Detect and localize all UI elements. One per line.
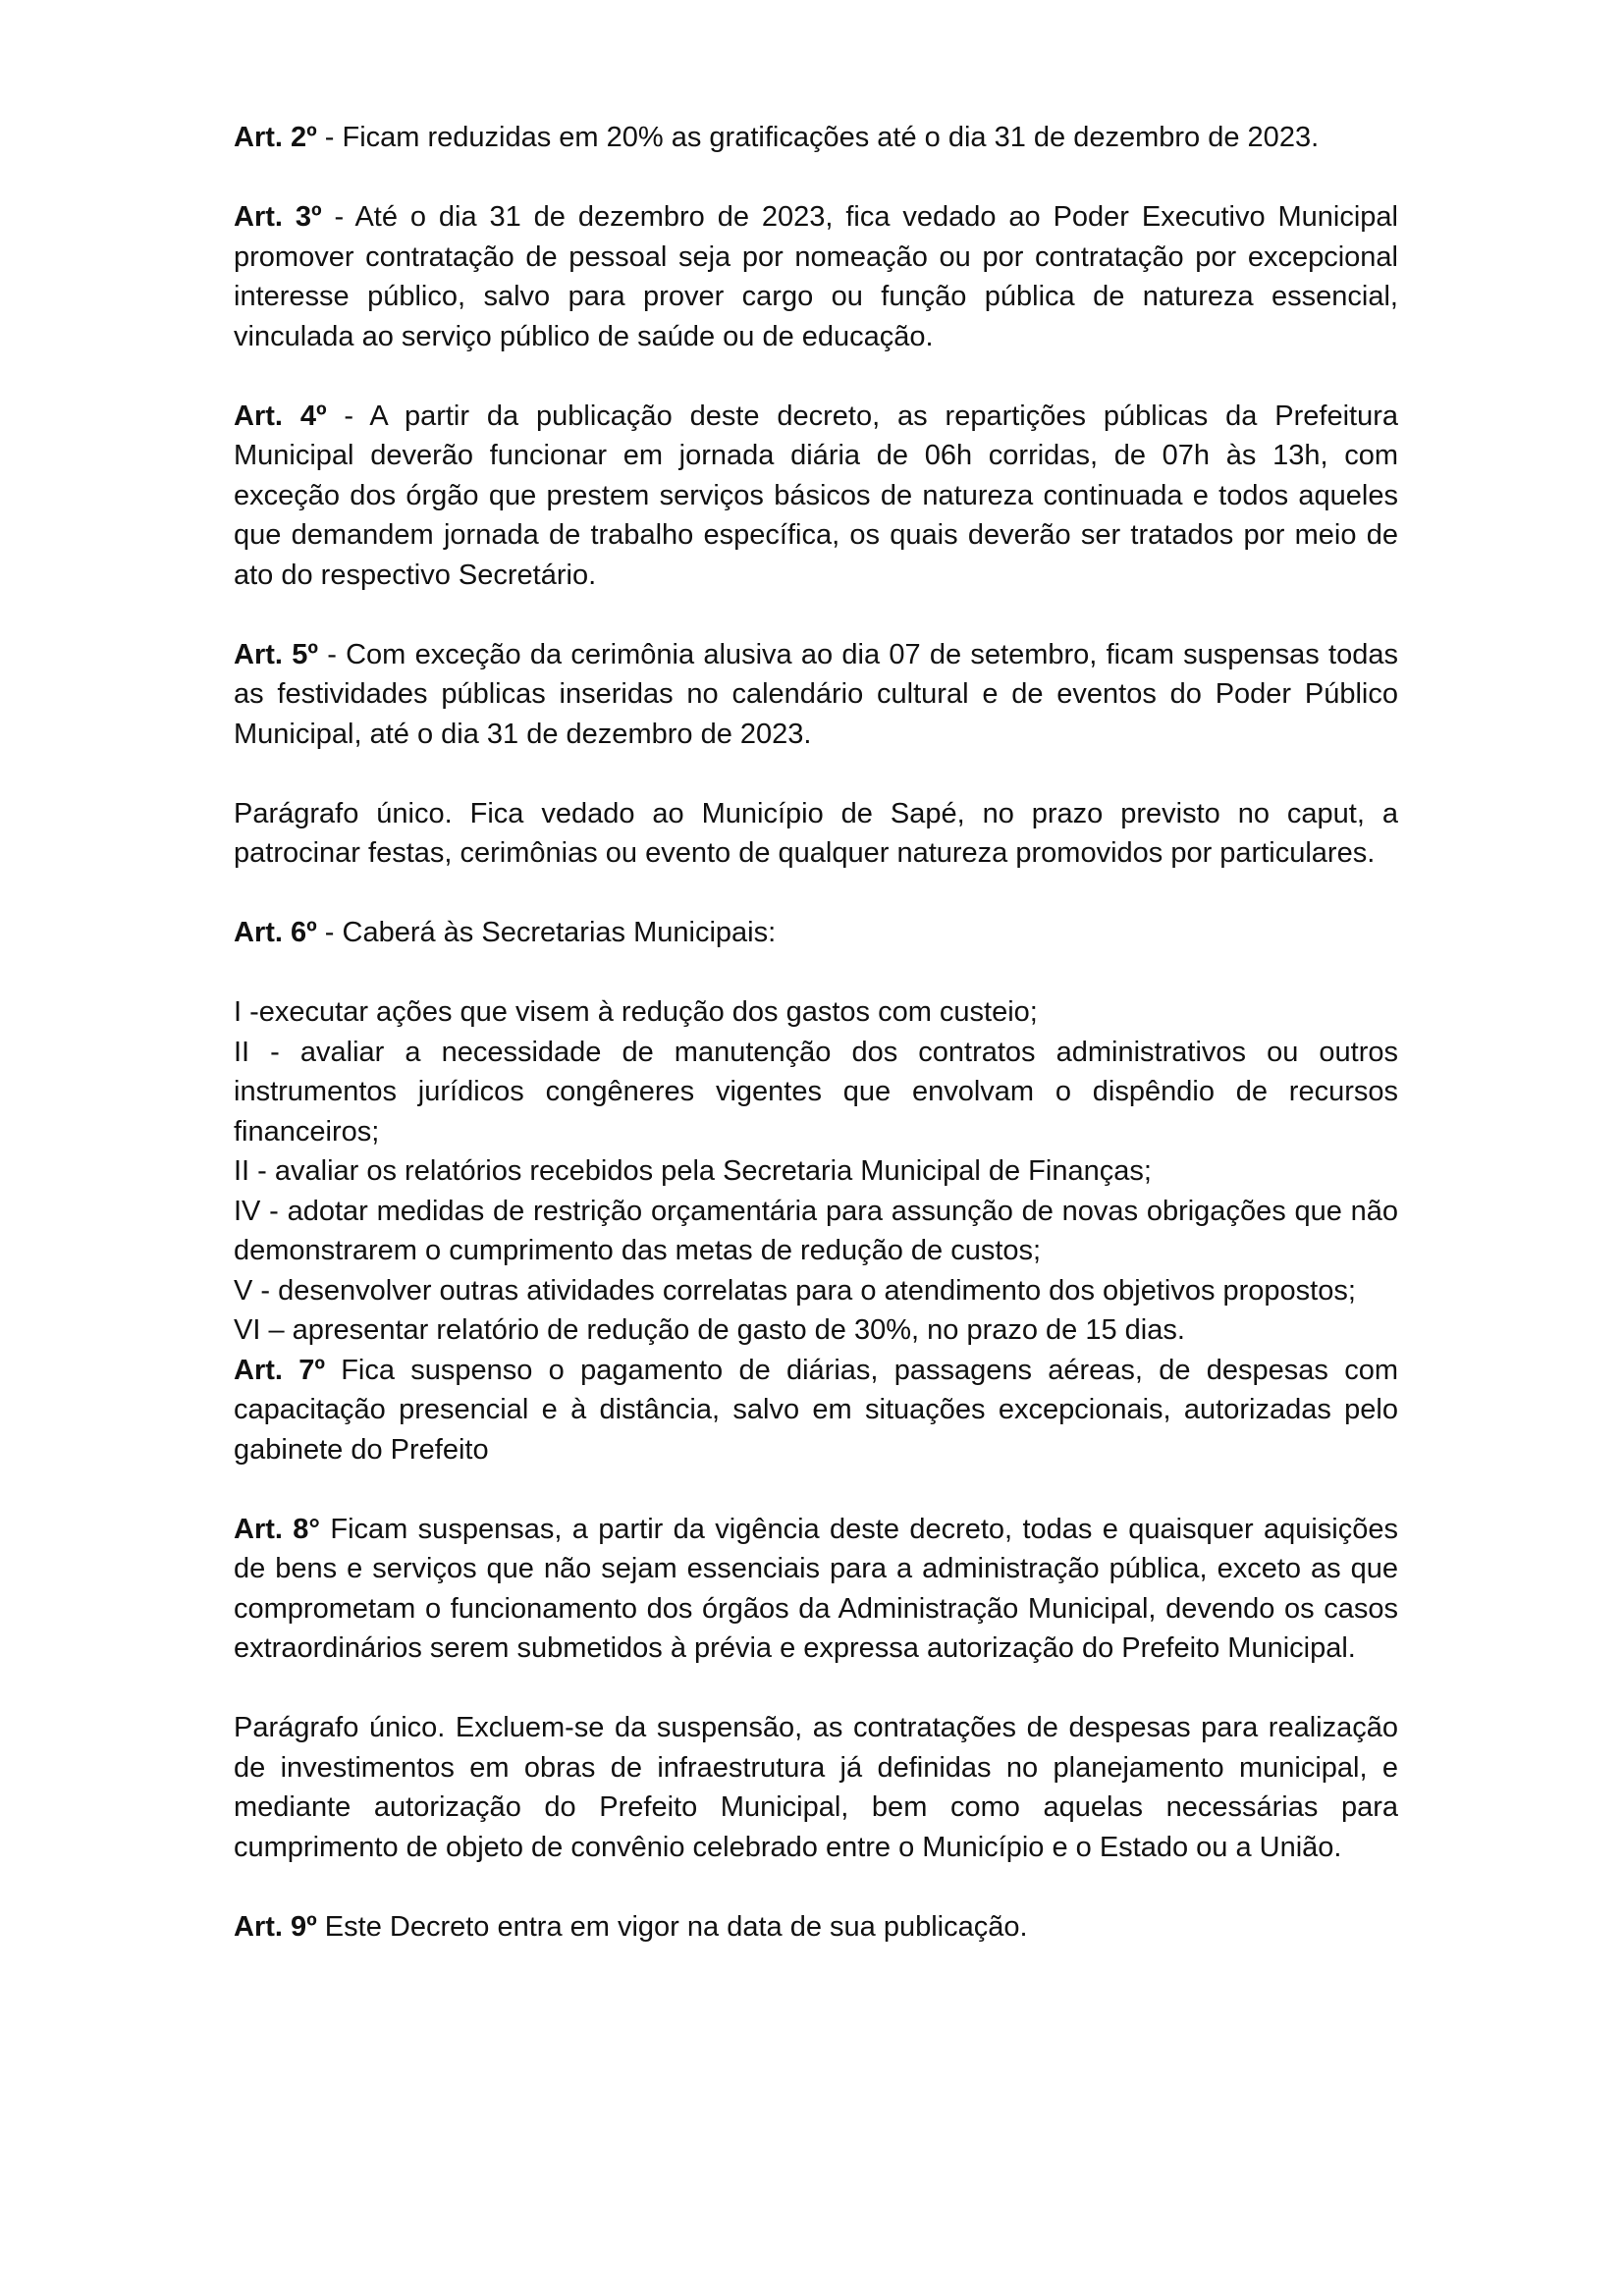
article-5-text: - Com exceção da cerimônia alusiva ao dia 07 de setembro, ficam suspensas todas as festividades públicas inseridas no calendário cultural e de eventos do Poder Público Municipal, até o dia 31 de dezembro de 2023. — [234, 638, 1398, 750]
article-9-label: Art. 9º — [234, 1910, 317, 1943]
article-5-label: Art. 5º — [234, 638, 318, 670]
article-7-text: Fica suspenso o pagamento de diárias, passagens aéreas, de despesas com capacitação presencial e à distância, salvo em situações excepcionais, autorizadas pelo gabinete do Prefeito — [234, 1354, 1398, 1466]
article-6-item: II - avaliar a necessidade de manutenção dos contratos administrativos ou outros instrumentos jurídicos congêneres vigentes que envolvam o dispêndio de recursos financeiros; — [234, 1036, 1398, 1148]
article-4-label: Art. 4º — [234, 400, 327, 432]
article-3-text: - Até o dia 31 de dezembro de 2023, fica vedado ao Poder Executivo Municipal promover contratação de pessoal seja por nomeação ou por contratação por excepcional interesse público, salvo para prover cargo ou função pública de natureza essencial, vinculada ao serviço público de saúde ou de educação. — [234, 201, 1398, 352]
article-4 — [234, 397, 1398, 596]
decree-page — [234, 118, 1398, 1987]
article-3 — [234, 197, 1398, 356]
article-6-item: I -executar ações que visem à redução dos gastos com custeio; — [234, 996, 1038, 1028]
article-5 — [234, 635, 1398, 755]
article-6-label: Art. 6º — [234, 917, 317, 948]
article-6-item: V - desenvolver outras atividades correlatas para o atendimento dos objetivos propostos; — [234, 1274, 1356, 1307]
article-8-sole-paragraph: Parágrafo único. Excluem-se da suspensão, as contratações de despesas para realização de investimentos em obras de infraestrutura já definidas no planejamento municipal, e mediante autorização do Prefeito Municipal, bem como aquelas necessárias para cumprimento de objeto de convênio celebrado entre o Município e o Estado ou a União. — [234, 1712, 1398, 1863]
article-6-item: VI – apresentar relatório de redução de gasto de 30%, no prazo de 15 dias. — [234, 1314, 1185, 1346]
article-9 — [234, 1907, 1398, 1948]
article-6-item: II - avaliar os relatórios recebidos pela Secretaria Municipal de Finanças; — [234, 1155, 1152, 1187]
article-7 — [234, 1351, 1398, 1470]
article-6 — [234, 913, 1398, 953]
article-2 — [234, 118, 1398, 158]
article-4-text: - A partir da publicação deste decreto, as repartições públicas da Prefeitura Municipal deverão funcionar em jornada diária de 06h corridas, de 07h às 13h, com exceção dos órgão que prestem serviços básicos de natureza continuada e todos aqueles que demandem jornada de trabalho específica, os quais deverão ser tratados por meio de ato do respectivo Secretário. — [234, 400, 1398, 591]
article-8-text: Ficam suspensas, a partir da vigência deste decreto, todas e quaisquer aquisições de bens e serviços que não sejam essenciais para a administração pública, exceto as que comprometam o funcionamento dos órgãos da Administração Municipal, devendo os casos extraordinários serem submetidos à prévia e expressa autorização do Prefeito Municipal. — [234, 1513, 1398, 1664]
article-6-item-list — [234, 992, 1398, 1351]
article-5-sole-paragraph: Parágrafo único. Fica vedado ao Município de Sapé, no prazo previsto no caput, a patrocinar festas, cerimônias ou evento de qualquer natureza promovidos por particulares. — [234, 797, 1398, 869]
article-3-label: Art. 3º — [234, 201, 322, 233]
article-7-label: Art. 7º — [234, 1354, 325, 1386]
article-6-text: - Caberá às Secretarias Municipais: — [316, 917, 777, 948]
article-2-label: Art. 2º — [234, 122, 317, 153]
article-2-text: - Ficam reduzidas em 20% as gratificações até o dia 31 de dezembro de 2023. — [316, 122, 1320, 153]
article-9-text: Este Decreto entra em vigor na data de sua publicação. — [316, 1910, 1028, 1943]
article-8-label: Art. 8° — [234, 1513, 321, 1545]
article-8 — [234, 1510, 1398, 1669]
article-6-item: IV - adotar medidas de restrição orçamentária para assunção de novas obrigações que não demonstrarem o cumprimento das metas de redução de custos; — [234, 1195, 1398, 1266]
